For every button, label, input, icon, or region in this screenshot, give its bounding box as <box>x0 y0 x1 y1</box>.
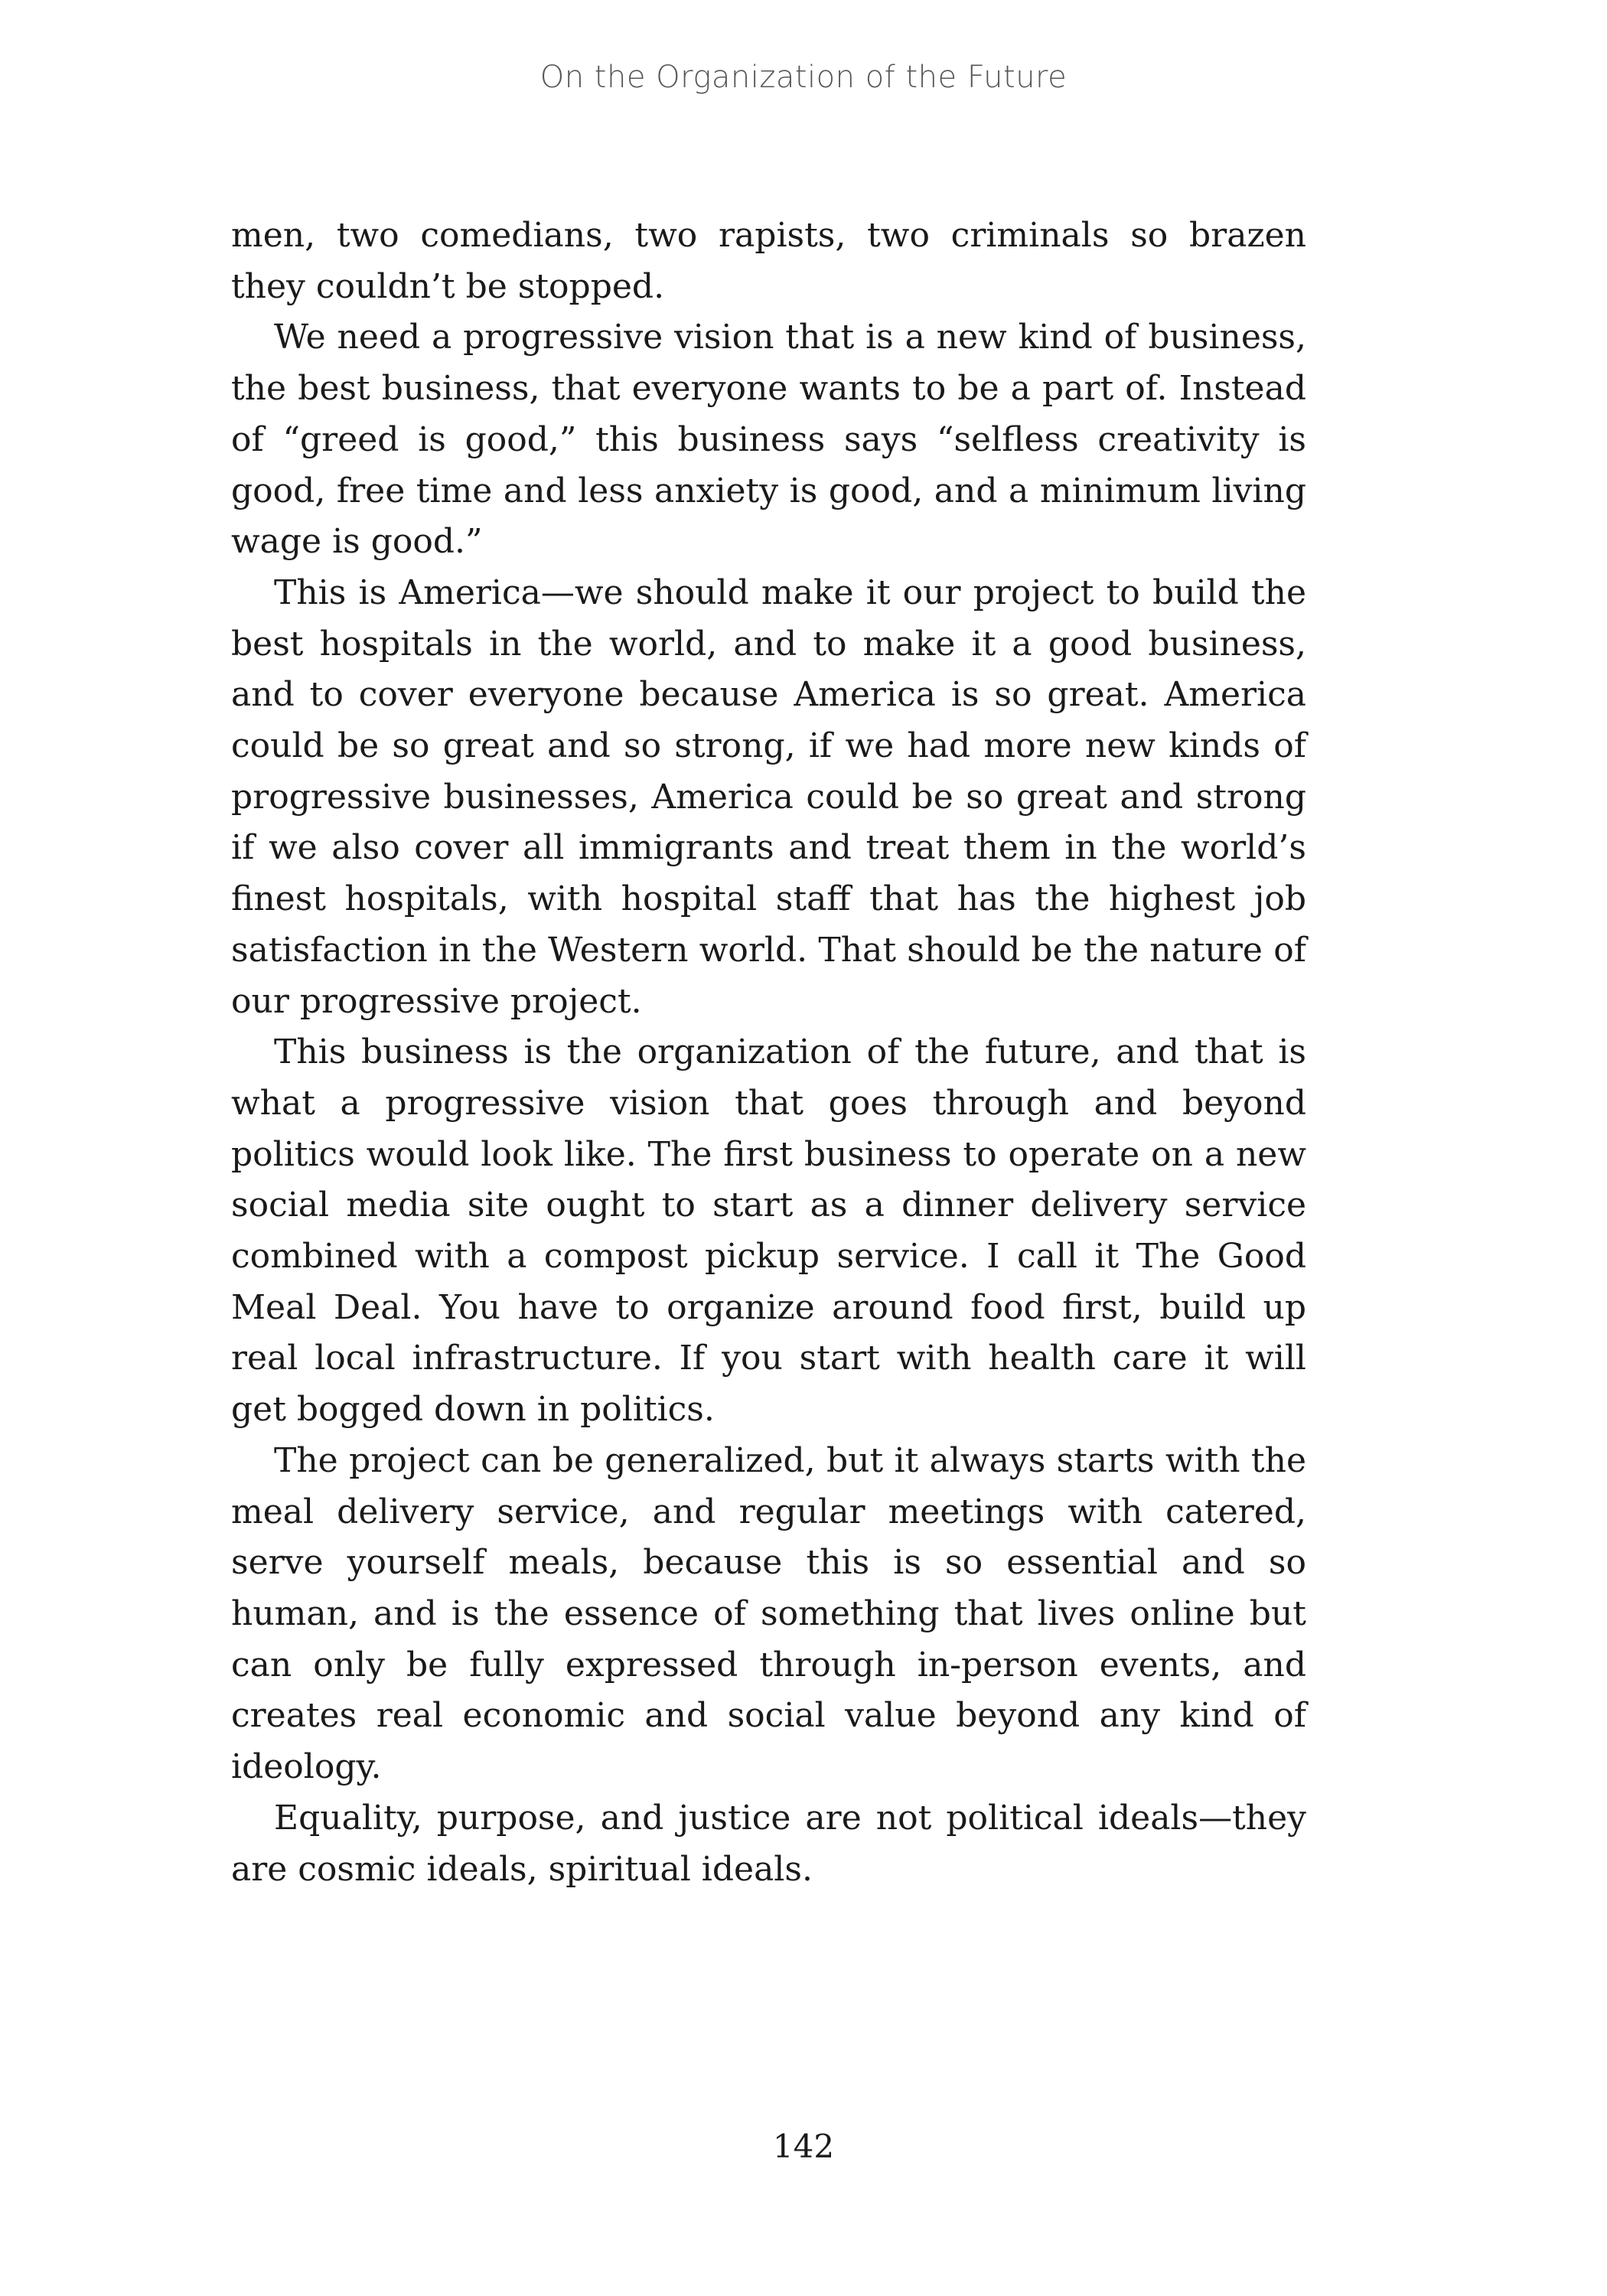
paragraph: The project can be generalized, but it always starts with the meal delivery service, and regular meetings with catered, serve yourself meals, because this is so essential and so human, and is the essence of something that lives online but can only be fully expressed through in-person events, and creates real economic and social value beyond any kind of ideology. <box>231 1440 1306 1787</box>
running-head: On the Organization of the Future <box>539 60 1068 95</box>
page-number: 142 <box>772 2128 835 2165</box>
paragraph: Equality, purpose, and justice are not political ideals—they are cosmic ideals, spiritual ideals. <box>231 1798 1306 1889</box>
paragraph: We need a progressive vision that is a new kind of business, the best business, that everyone wants to be a part of. Instead of “greed is good,” this business says “selfless creativity is good, free time and less anxiety is good, and a minimum living wage is good.” <box>231 318 1306 562</box>
paragraph: This is America—we should make it our project to build the best hospitals in the world, and to make it a good business, and to cover everyone because America is so great. America could be so great and so strong, if we had more new kinds of progressive businesses, America could be so great and strong if we also cover all immigrants and treat them in the world’s finest hospitals, with hospital staff that has the highest job satisfaction in the Western world. That should be the nature of our progressive project. <box>231 572 1306 1021</box>
paragraph-continuation: men, two comedians, two rapists, two criminals so brazen they couldn’t be stopped. <box>231 216 1306 306</box>
paragraph: This business is the organization of the future, and that is what a progressive vision that goes through and beyond politics would look like. The first business to operate on a new social media site ought to start as a dinner delivery service combined with a compost pickup service. I call it The Good Meal Deal. You have to organize around food first, build up real local infrastructure. If you start with health care it will get bogged down in politics. <box>231 1032 1306 1430</box>
body-text <box>231 210 1306 1895</box>
